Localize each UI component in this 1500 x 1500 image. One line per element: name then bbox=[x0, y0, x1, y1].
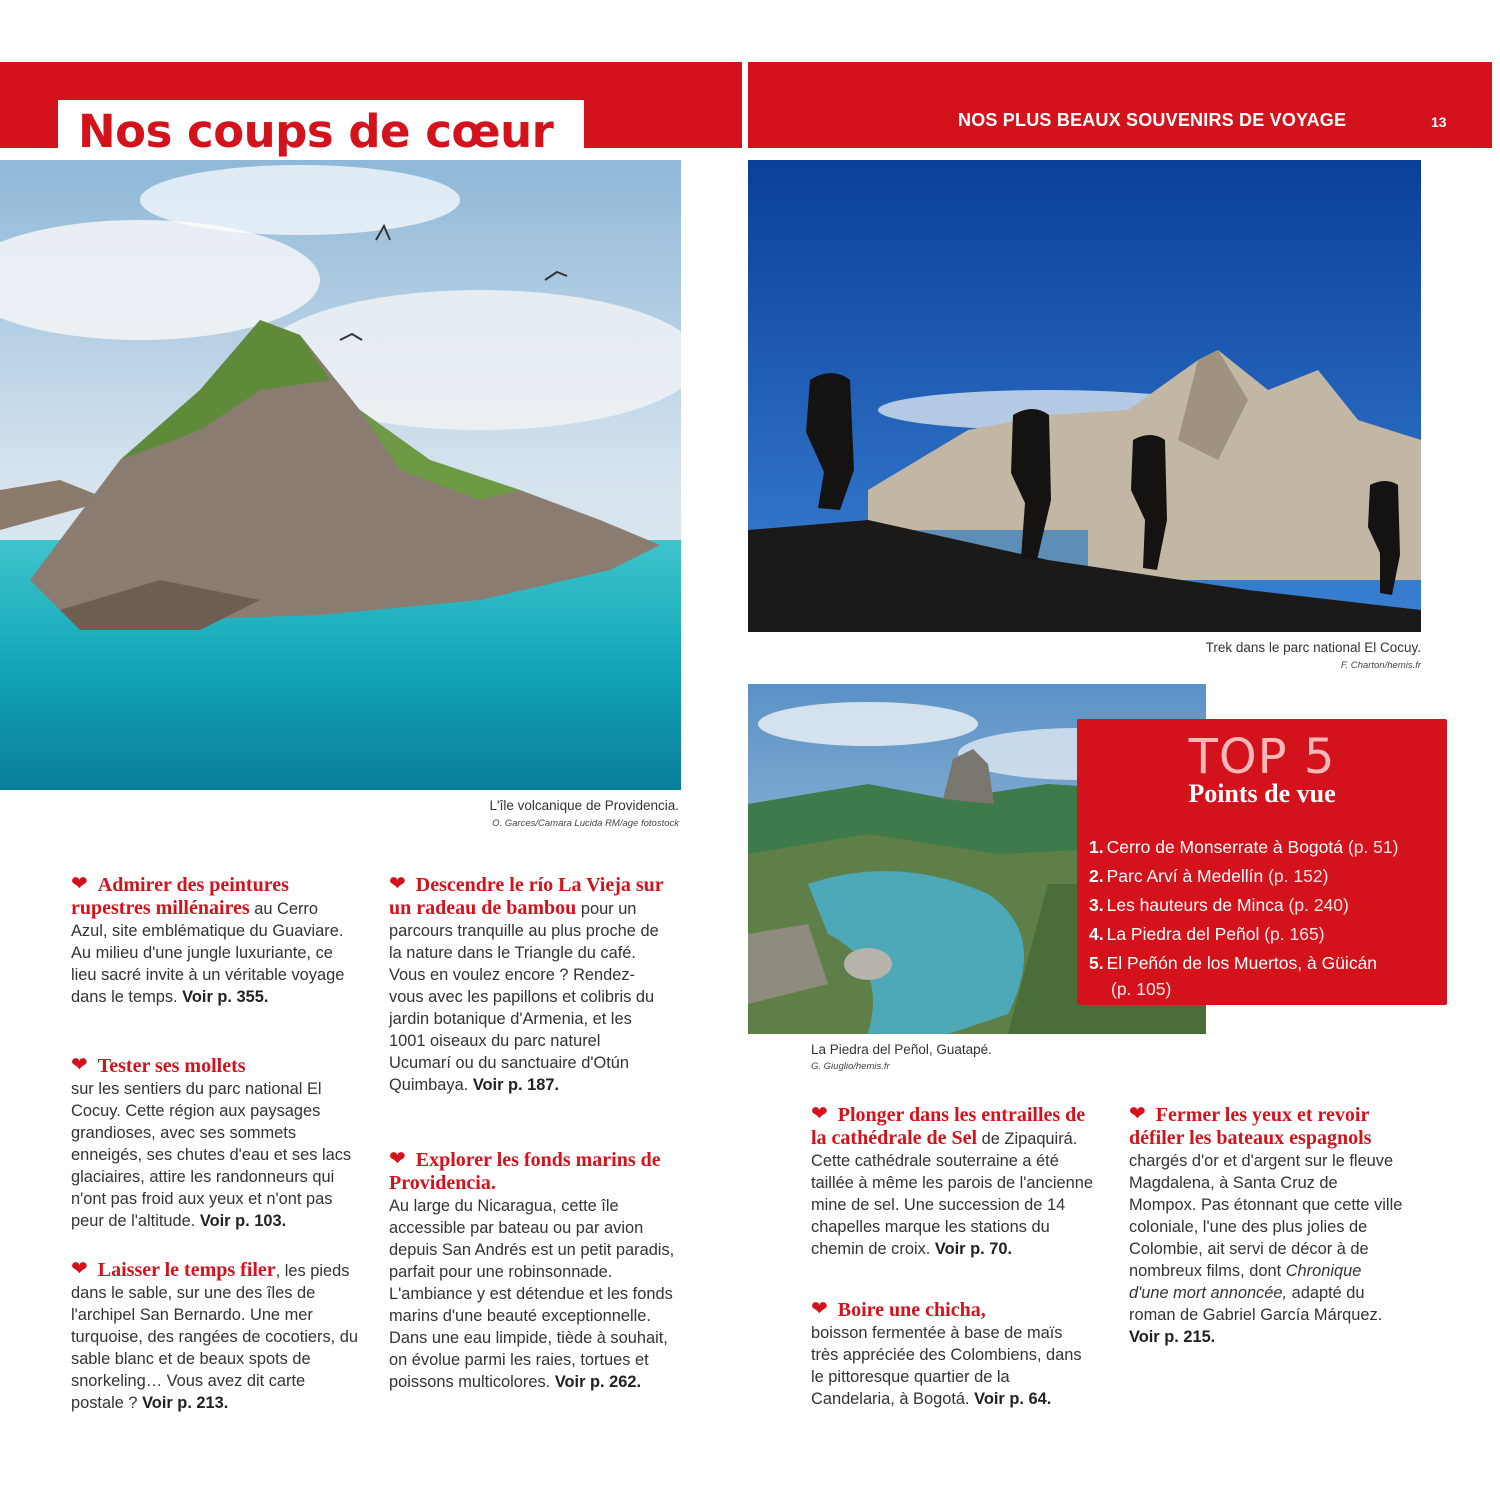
photo-credit-providencia: O. Garces/Camara Lucida RM/age fotostock bbox=[492, 818, 679, 829]
item-bateaux: ❤ Fermer les yeux et revoir défiler les bateaux espagnols chargés d'or et d'argent sur le fleuve Magdalena, à Santa Cruz de Mompox. Pas étonnant que cette ville coloniale, l'une des plus jolies de Colombie, ait servi de décor à de nombreux films, dont Chronique d'une mort annoncée, adapté du roman de Gabriel García Márquez. Voir p. 215. bbox=[1129, 1103, 1403, 1346]
heart-icon: ❤ bbox=[389, 1148, 406, 1170]
top5-list bbox=[1089, 833, 1398, 1000]
photo-providencia-island bbox=[0, 160, 681, 790]
top5-item: 5. El Peñón de los Muertos, à Güicán (p. 105) bbox=[1089, 953, 1378, 999]
item-rio: ❤ Descendre le río La Vieja sur un radeau de bambou pour un parcours tranquille au plus proche de la nature dans le Triangle du café. Vous en voulez encore ? Rendez-vous avec les papillons et colibris du jardin botanique d'Armenia, et les 1001 oiseaux du parc naturel Ucumarí ou du sanctuaire d'Otún Quimbaya. Voir p. 187. bbox=[389, 873, 664, 1094]
item-peintures: ❤ Admirer des peintures rupestres millénaires au Cerro Azul, site emblématique du Guaviare. Au milieu d'une jungle luxuriante, ce lieu sacré invite à un véritable voyage dans le temps. Voir p. 355. bbox=[71, 873, 345, 1006]
heart-icon: ❤ bbox=[811, 1298, 828, 1320]
item-mollets: ❤ Tester ses mollets sur les sentiers du parc national El Cocuy. Cette région aux paysages grandioses, avec ses sommets enneigés, ses chutes d'eau et ses lacs glaciaires, attire les randonneurs qui n'ont pas froid aux yeux et n'ont pas peur de l'altitude. Voir p. 103. bbox=[71, 1054, 352, 1230]
top5-item: 1. Cerro de Monserrate à Bogotá (p. 51) bbox=[1089, 837, 1399, 857]
photo-credit-cocuy: F. Charton/hemis.fr bbox=[1340, 660, 1421, 671]
photo-caption-cocuy: Trek dans le parc national El Cocuy. bbox=[1205, 640, 1421, 655]
photo-credit-penol: G. Giuglio/hemis.fr bbox=[811, 1061, 890, 1072]
page-title: Nos coups de cœur bbox=[78, 105, 554, 158]
top5-item: 2. Parc Arví à Medellín (p. 152) bbox=[1089, 866, 1329, 886]
heart-icon: ❤ bbox=[389, 873, 406, 895]
item-temps: ❤ Laisser le temps filer, les pieds dans le sable, sur une des îles de l'archipel San Bernardo. Une mer turquoise, des rangées de cocotiers, du sable blanc et de beaux spots de snorkeling… Vous avez dit carte postale ? Voir p. 213. bbox=[71, 1258, 359, 1412]
heart-icon: ❤ bbox=[1129, 1103, 1146, 1125]
heart-icon: ❤ bbox=[71, 873, 88, 895]
item-fonds: ❤ Explorer les fonds marins de Providencia. Au large du Nicaragua, cette île accessible par bateau ou par avion depuis San Andrés est un petit paradis, parfait pour une robinsonnade. L'ambiance y est détendue et les fonds marins d'une beauté exceptionnelle. Dans une eau limpide, tiède à souhait, on évolue parmi les raies, tortues et poissons multicolores. Voir p. 262. bbox=[389, 1148, 675, 1391]
photo-caption-providencia: L'île volcanique de Providencia. bbox=[489, 798, 679, 813]
item-sel: ❤ Plonger dans les entrailles de la cathédrale de Sel de Zipaquirá. Cette cathédrale souterraine a été taillée à même les parois de l'ancienne mine de sel. Une succession de 14 chapelles marque les stations du chemin de croix. Voir p. 70. bbox=[811, 1103, 1093, 1258]
top5-subtitle: Points de vue bbox=[1188, 779, 1336, 808]
section-heading: NOS PLUS BEAUX SOUVENIRS DE VOYAGE bbox=[958, 110, 1347, 130]
heart-icon: ❤ bbox=[811, 1103, 828, 1125]
photo-caption-penol: La Piedra del Peñol, Guatapé. bbox=[811, 1042, 992, 1057]
top5-box bbox=[1077, 719, 1447, 1005]
heart-icon: ❤ bbox=[71, 1258, 88, 1280]
top5-title: TOP 5 bbox=[1188, 729, 1336, 785]
page-number: 13 bbox=[1431, 114, 1447, 130]
photo-el-cocuy-trek bbox=[748, 160, 1421, 632]
item-chicha: ❤ Boire une chicha, boisson fermentée à base de maïs très appréciée des Colombiens, dans le pittoresque quartier de la Candelaria, à Bogotá. Voir p. 64. bbox=[811, 1298, 1082, 1408]
top5-item: 4. La Piedra del Peñol (p. 165) bbox=[1089, 924, 1325, 944]
top5-item: 3. Les hauteurs de Minca (p. 240) bbox=[1089, 895, 1349, 915]
header-bar-right bbox=[748, 62, 1492, 148]
heart-icon: ❤ bbox=[71, 1054, 88, 1076]
